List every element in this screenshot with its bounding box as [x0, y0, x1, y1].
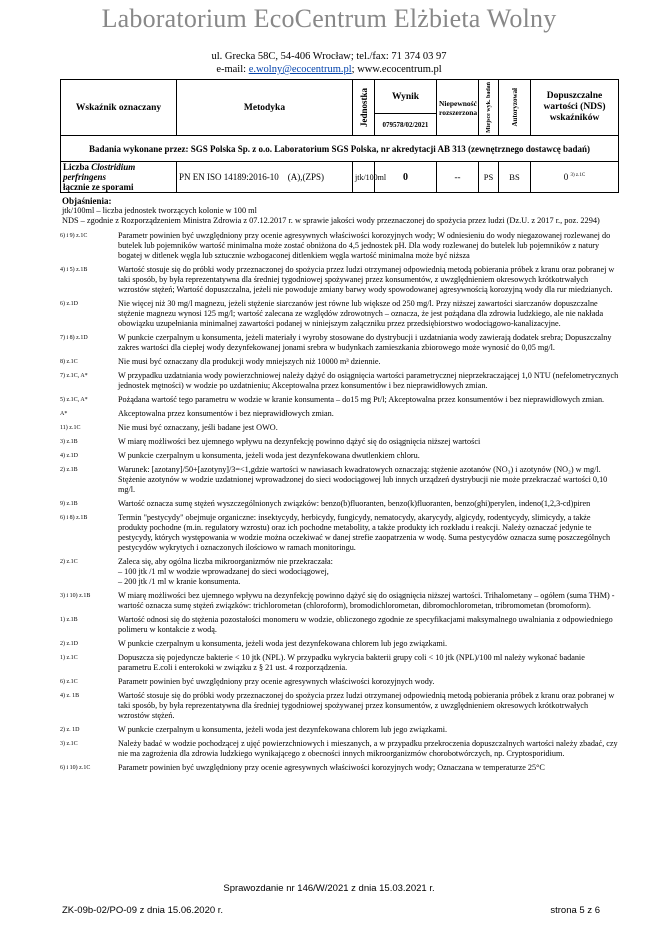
footnote-item — [60, 299, 620, 329]
col-header-wynik: Wynik — [375, 80, 437, 114]
footnote-code: 6) i 10) z.1C — [60, 765, 91, 771]
footnote-item — [60, 691, 620, 721]
footnote-code: 1) z.1B — [60, 617, 78, 623]
footnote-code: 11) z.1C — [60, 425, 81, 431]
footnote-text: W przypadku uzdatniania wody powierzchniowej należy dążyć do osiągnięcia wartości parametrycznej nieprzekraczającej 1,0 NTU (nefelometrycznych jednostek mętności) w wodzie po uzdatnieniu; Akceptowalna przez konsumentów i bez nieprawidłowych zmian. — [118, 371, 619, 390]
footnote-text: W miarę możliwości bez ujemnego wpływu na dezynfekcję powinno dążyć się do osiągnięcia niższej wartości. Trihalometany – ogółem (suma THM) - wartość oznacza sumę stężeń związków: trichlorometan (chloroform), bromodichlorometan, dibromochlorometan, tribromometan (bromoform). — [118, 591, 615, 610]
footnote-code: 3) i 10) z.1B — [60, 593, 91, 599]
footnote-code: 2) z.1B — [60, 467, 78, 473]
footnote-item — [60, 557, 620, 587]
footnote-text: Akceptowalna przez konsumentów i bez nieprawidłowych zmian. — [118, 409, 334, 418]
lab-address: ul. Grecka 58C, 54-406 Wrocław; tel./fax: 71 374 03 97 — [211, 51, 447, 62]
email-link[interactable]: e.wolny@ecocentrum.pl — [248, 64, 352, 75]
website: ; www.ecocentrum.pl — [351, 64, 442, 75]
footnote-item — [60, 409, 620, 419]
footnote-code: 4) z. 1B — [60, 693, 80, 699]
lab-contact — [0, 64, 658, 76]
method-standard: PN EN ISO 14189:2016-10 — [179, 172, 279, 182]
footnote-item — [60, 451, 620, 461]
uncertainty-value: -- — [437, 162, 479, 193]
footnote-text: Parametr powinien być uwzględniony przy ocenie agresywnych właściwości korozyjnych wody. — [118, 677, 435, 686]
col-header-jednostka: Jednostka — [358, 87, 369, 127]
indicator-post: łącznie ze sporami — [63, 182, 134, 192]
footnote-item — [60, 591, 620, 611]
result-value: 0 — [375, 162, 437, 193]
footnote-item — [60, 371, 620, 391]
footnote-item — [60, 265, 620, 295]
indicator-species: Clostridium perfringens — [63, 162, 136, 182]
footnote-text: Parametr powinien być uwzględniony przy ocenie agresywnych właściwości korozyjnych wody; W odniesieniu do wody niegazowanej rozlewanej do butelek lub pojemników wartość minimalna może zostać obniżona do 4,5 jednostek pH. Dla wody rozlewanej do butelek lub pojemników z natury bogatej w ditlenek węgla lub sztucznie wzbogaconej ditlenkiem węgla wartość minimalna może być niższa — [118, 231, 611, 260]
footnote-item — [60, 231, 620, 261]
document-code: ZK-09b-02/PO-09 z dnia 15.06.2020 r. — [62, 905, 224, 916]
footnote-item — [60, 395, 620, 405]
footnote-code: 3) z.1B — [60, 439, 78, 445]
col-header-wskaznik: Wskaźnik oznaczany — [61, 80, 177, 136]
col-header-metodyka: Metodyka — [177, 80, 353, 136]
footnote-text: Termin "pestycydy" obejmuje organiczne: insektycydy, herbicydy, fungicydy, nematocydy, akarycydy, algicydy, rodentycydy, slimicydy, a także produkty pochodne (m.in. regulatory wzrostu) oraz ich pochodne metabolity, a także produkty ich rozkładu i reakcji. Należy oznaczać jedynie te pestycydy, których występowania w wodzie można oczekiwać w danej strefie zaopatrzenia w wodę. Suma pestycydów oznacza sumę poszczególnych pestycydów wykrytych i oznaczonych ilościowo w ramach monitoringu. — [118, 513, 611, 552]
nds-footnote: 3) z.1C — [570, 173, 586, 178]
footnote-code: 7) i 8) z.1D — [60, 335, 88, 341]
explanation-nds: NDS – zgodnie z Rozporządzeniem Ministra Zdrowia z 07.12.2017 r. w sprawie jakości wody przeznaczonej do spożycia przez ludzi (Dz.U. z 2017 r., poz. 2294) — [62, 216, 600, 225]
footnote-item — [60, 513, 620, 553]
footnote-text: W punkcie czerpalnym u konsumenta, jeżeli woda jest dezynfekowana chlorem lub jego związkami. — [118, 639, 448, 648]
footnote-code: 8) z.1C — [60, 359, 78, 365]
footnote-text: Nie musi być oznaczany, jeśli badane jest OWO. — [118, 423, 278, 432]
results-table — [60, 79, 619, 193]
footnote-item — [60, 357, 620, 367]
report-number: Sprawozdanie nr 146/W/2021 z dnia 15.03.2021 r. — [223, 883, 435, 894]
footnote-code: 7) z.1C, A* — [60, 373, 88, 379]
place-value: PS — [479, 162, 499, 193]
footnote-item — [60, 653, 620, 673]
result-sample-id: 079578/02/2021 — [375, 114, 437, 136]
lab-band: Badania wykonane przez: SGS Polska Sp. z o.o. Laboratorium SGS Polska, nr akredytacji AB 313 (zewnętrznego dostawcę badań) — [61, 136, 619, 162]
footnote-item — [60, 437, 620, 447]
footnote-code: 2) z.1D — [60, 641, 78, 647]
footnote-text: Nie więcej niż 30 mg/l magnezu, jeżeli stężenie siarczanów jest równe lub większe od 250 mg/l. Przy niższej zawartości siarczanów dopuszczalne stężenie magnezu wynosi 125 mg/l; wartość zalecana ze względów zdrowotnych – oznacza, że jest pożądana dla zdrowia ludzkiego, ale nie nakłada obowiązku uzupełniania minimalnej zawartości podanej w niniejszym załączniku przez przedsiębiorstwo wodociągowo-kanalizacyjne. — [118, 299, 604, 328]
col-header-miejsce: Miejsce wyk. badań — [485, 82, 492, 133]
footnote-text: Wartość oznacza sumę stężeń wyszczególnionych związków: benzo(b)fluoranten, benzo(k)fluoranten, benzo(ghi)perylen, indeno(1,2,3-cd)piren — [118, 499, 591, 508]
footnote-code: 4) i 5) z.1B — [60, 267, 88, 273]
col-header-autoryzowal: Autoryzował — [510, 88, 519, 127]
unit-cell: jtk/100ml — [353, 162, 375, 193]
author-value: BS — [499, 162, 531, 193]
footnote-code: 6) z.1D — [60, 301, 78, 307]
footnote-item — [60, 763, 620, 773]
footnote-text: W punkcie czerpalnym u konsumenta, jeżeli woda jest dezynfekowana chlorem lub jego związkami. — [118, 725, 448, 734]
footnote-code: 6) z.1C — [60, 679, 78, 685]
footnote-item — [60, 465, 620, 495]
footnote-text: Parametr powinien być uwzględniony przy ocenie agresywnych właściwości korozyjnych wody; Oznaczana w temperaturze 25°C — [118, 763, 545, 772]
nds-value: 0 — [563, 172, 569, 182]
lab-title: Laboratorium EcoCentrum Elżbieta Wolny — [101, 4, 557, 33]
explanation-jtk: jtk/100ml – liczba jednostek tworzących kolonie w 100 ml — [62, 206, 257, 215]
footnote-text: Wartość odnosi się do stężenia pozostałości monomeru w wodzie, obliczonego zgodnie ze specyfikacjami maksymalnego uwalniania z odpowiedniego polimeru w kontakcie z wodą. — [118, 615, 613, 634]
footnote-text: Warunek: [azotany]/50+[azotyny]/3=<1,gdzie wartości w nawiasach kwadratowych oznaczają: stężenie azotanów (NO₃) i azotynów (NO₂) w mg/l. Stężenie azotynów w wodzie uzdatnionej wprowadzonej do sieci wodociągowej lub innych urządzeń dystrybucji nie może przekraczać wartości 0,10 mg/l. — [118, 465, 608, 494]
footnote-code: 9) z.1B — [60, 501, 78, 507]
footnote-code: 1) z.1C — [60, 655, 78, 661]
footnote-code: A* — [60, 411, 68, 417]
footnote-text: W miarę możliwości bez ujemnego wpływu na dezynfekcję powinno dążyć się do osiągnięcia niższej wartości — [118, 437, 481, 446]
footnote-code: 4) z.1D — [60, 453, 78, 459]
footnote-code: 5) z.1C, A* — [60, 397, 88, 403]
footnote-code: 6) i 8) z.1B — [60, 515, 88, 521]
footnote-item — [60, 725, 620, 735]
footnotes-list — [60, 231, 620, 777]
footnote-item — [60, 639, 620, 649]
footnote-text: Dopuszcza się pojedyncze bakterie < 10 jtk (NPL). W przypadku wykrycia bakterii grupy coli < 10 jtk (NPL)/100 ml należy wykonać badanie parametru E.coli i enterokoki w związku z § 21 ust. 4 rozporządzenia. — [118, 653, 585, 672]
footnote-item — [60, 615, 620, 635]
page-number: strona 5 z 6 — [550, 905, 600, 916]
footnote-text: W punkcie czerpalnym u konsumenta, jeżeli materiały i wyroby stosowane do dystrybucji i uzdatniania wody zawierają dodatek srebra; Dopuszczalny zakres wartości dla ciepłej wody dezynfekowanej jonami srebra w budynkach zamieszkania zbiorowego może wynosić do 0,05 mg/l. — [118, 333, 612, 352]
footnote-code: 6) i 9) z.1C — [60, 233, 88, 239]
footnote-text: Wartość stosuje się do próbki wody przeznaczonej do spożycia przez ludzi otrzymanej odpowiednią metodą pobierania próbek z kranu oraz pobranej w taki sposób, by była reprezentatywna dla średniej tygodniowej spożywanej przez konsumentów, z uwzględnieniem okresowych krótkotrwałych wzrostów stężeń. — [118, 691, 615, 720]
explanations-title: Objaśnienia: — [62, 196, 112, 206]
footnote-item — [60, 423, 620, 433]
footnote-text: Pożądana wartość tego parametru w wodzie w kranie konsumenta – do15 mg Pt/l; Akceptowalna przez konsumentów i bez nieprawidłowych zmian. — [118, 395, 605, 404]
indicator-pre: Liczba — [63, 162, 92, 172]
footnote-text: Nie musi być oznaczany dla produkcji wody mniejszych niż 10000 m³ dziennie. — [118, 357, 381, 366]
footnote-text: Wartość stosuje się do próbki wody przeznaczonej do spożycia przez ludzi otrzymanej odpowiednią metodą pobierania próbek z kranu oraz pobranej w taki sposób, by była reprezentatywna dla średniej tygodniowej spożywanej przez konsumentów, z uwzględnieniem okresowych krótkotrwałych wzrostów stężeń; Wartość dopuszczalna, jeżeli nie powoduje zmiany barwy wody spowodowanej agresywnością korozyjną wody dla rur miedzianych. — [118, 265, 615, 294]
method-flags: (A),(ZPS) — [287, 172, 325, 182]
indicator-cell — [61, 162, 177, 193]
footnote-item — [60, 499, 620, 509]
explanations — [62, 196, 612, 226]
footnote-item — [60, 677, 620, 687]
footnote-item — [60, 739, 620, 759]
footnote-code: 2) z.1C — [60, 559, 78, 565]
footnote-code: 2) z. 1D — [60, 727, 80, 733]
footnote-text: Należy badać w wodzie pochodzącej z ujęć powierzchniowych i mieszanych, a w przypadku przekroczenia dopuszczalnych wartości należy zbadać, czy nie ma zagrożenia dla zdrowia ludzkiego wynikającego z obecności innych mikroorganizmów chorobotwórczych, np. Cryptosporidium. — [118, 739, 618, 758]
col-header-niepewnosc: Niepewność rozszerzona — [437, 80, 479, 136]
nds-value-cell — [531, 162, 619, 193]
method-cell — [177, 162, 353, 193]
footnote-text: Zaleca się, aby ogólna liczba mikroorganizmów nie przekraczała: – 100 jtk /1 ml w wodzie wprowadzanej do sieci wodociągowej, – 200 jtk /1 ml w kranie konsumenta. — [118, 557, 333, 586]
email-prefix: e-mail: — [216, 64, 249, 75]
footnote-text: W punkcie czerpalnym u konsumenta, jeżeli woda jest dezynfekowana dwutlenkiem chloru. — [118, 451, 420, 460]
footnote-code: 3) z.1C — [60, 741, 78, 747]
footnote-item — [60, 333, 620, 353]
col-header-nds: Dopuszczalne wartości (NDS) wskaźników — [531, 80, 619, 136]
